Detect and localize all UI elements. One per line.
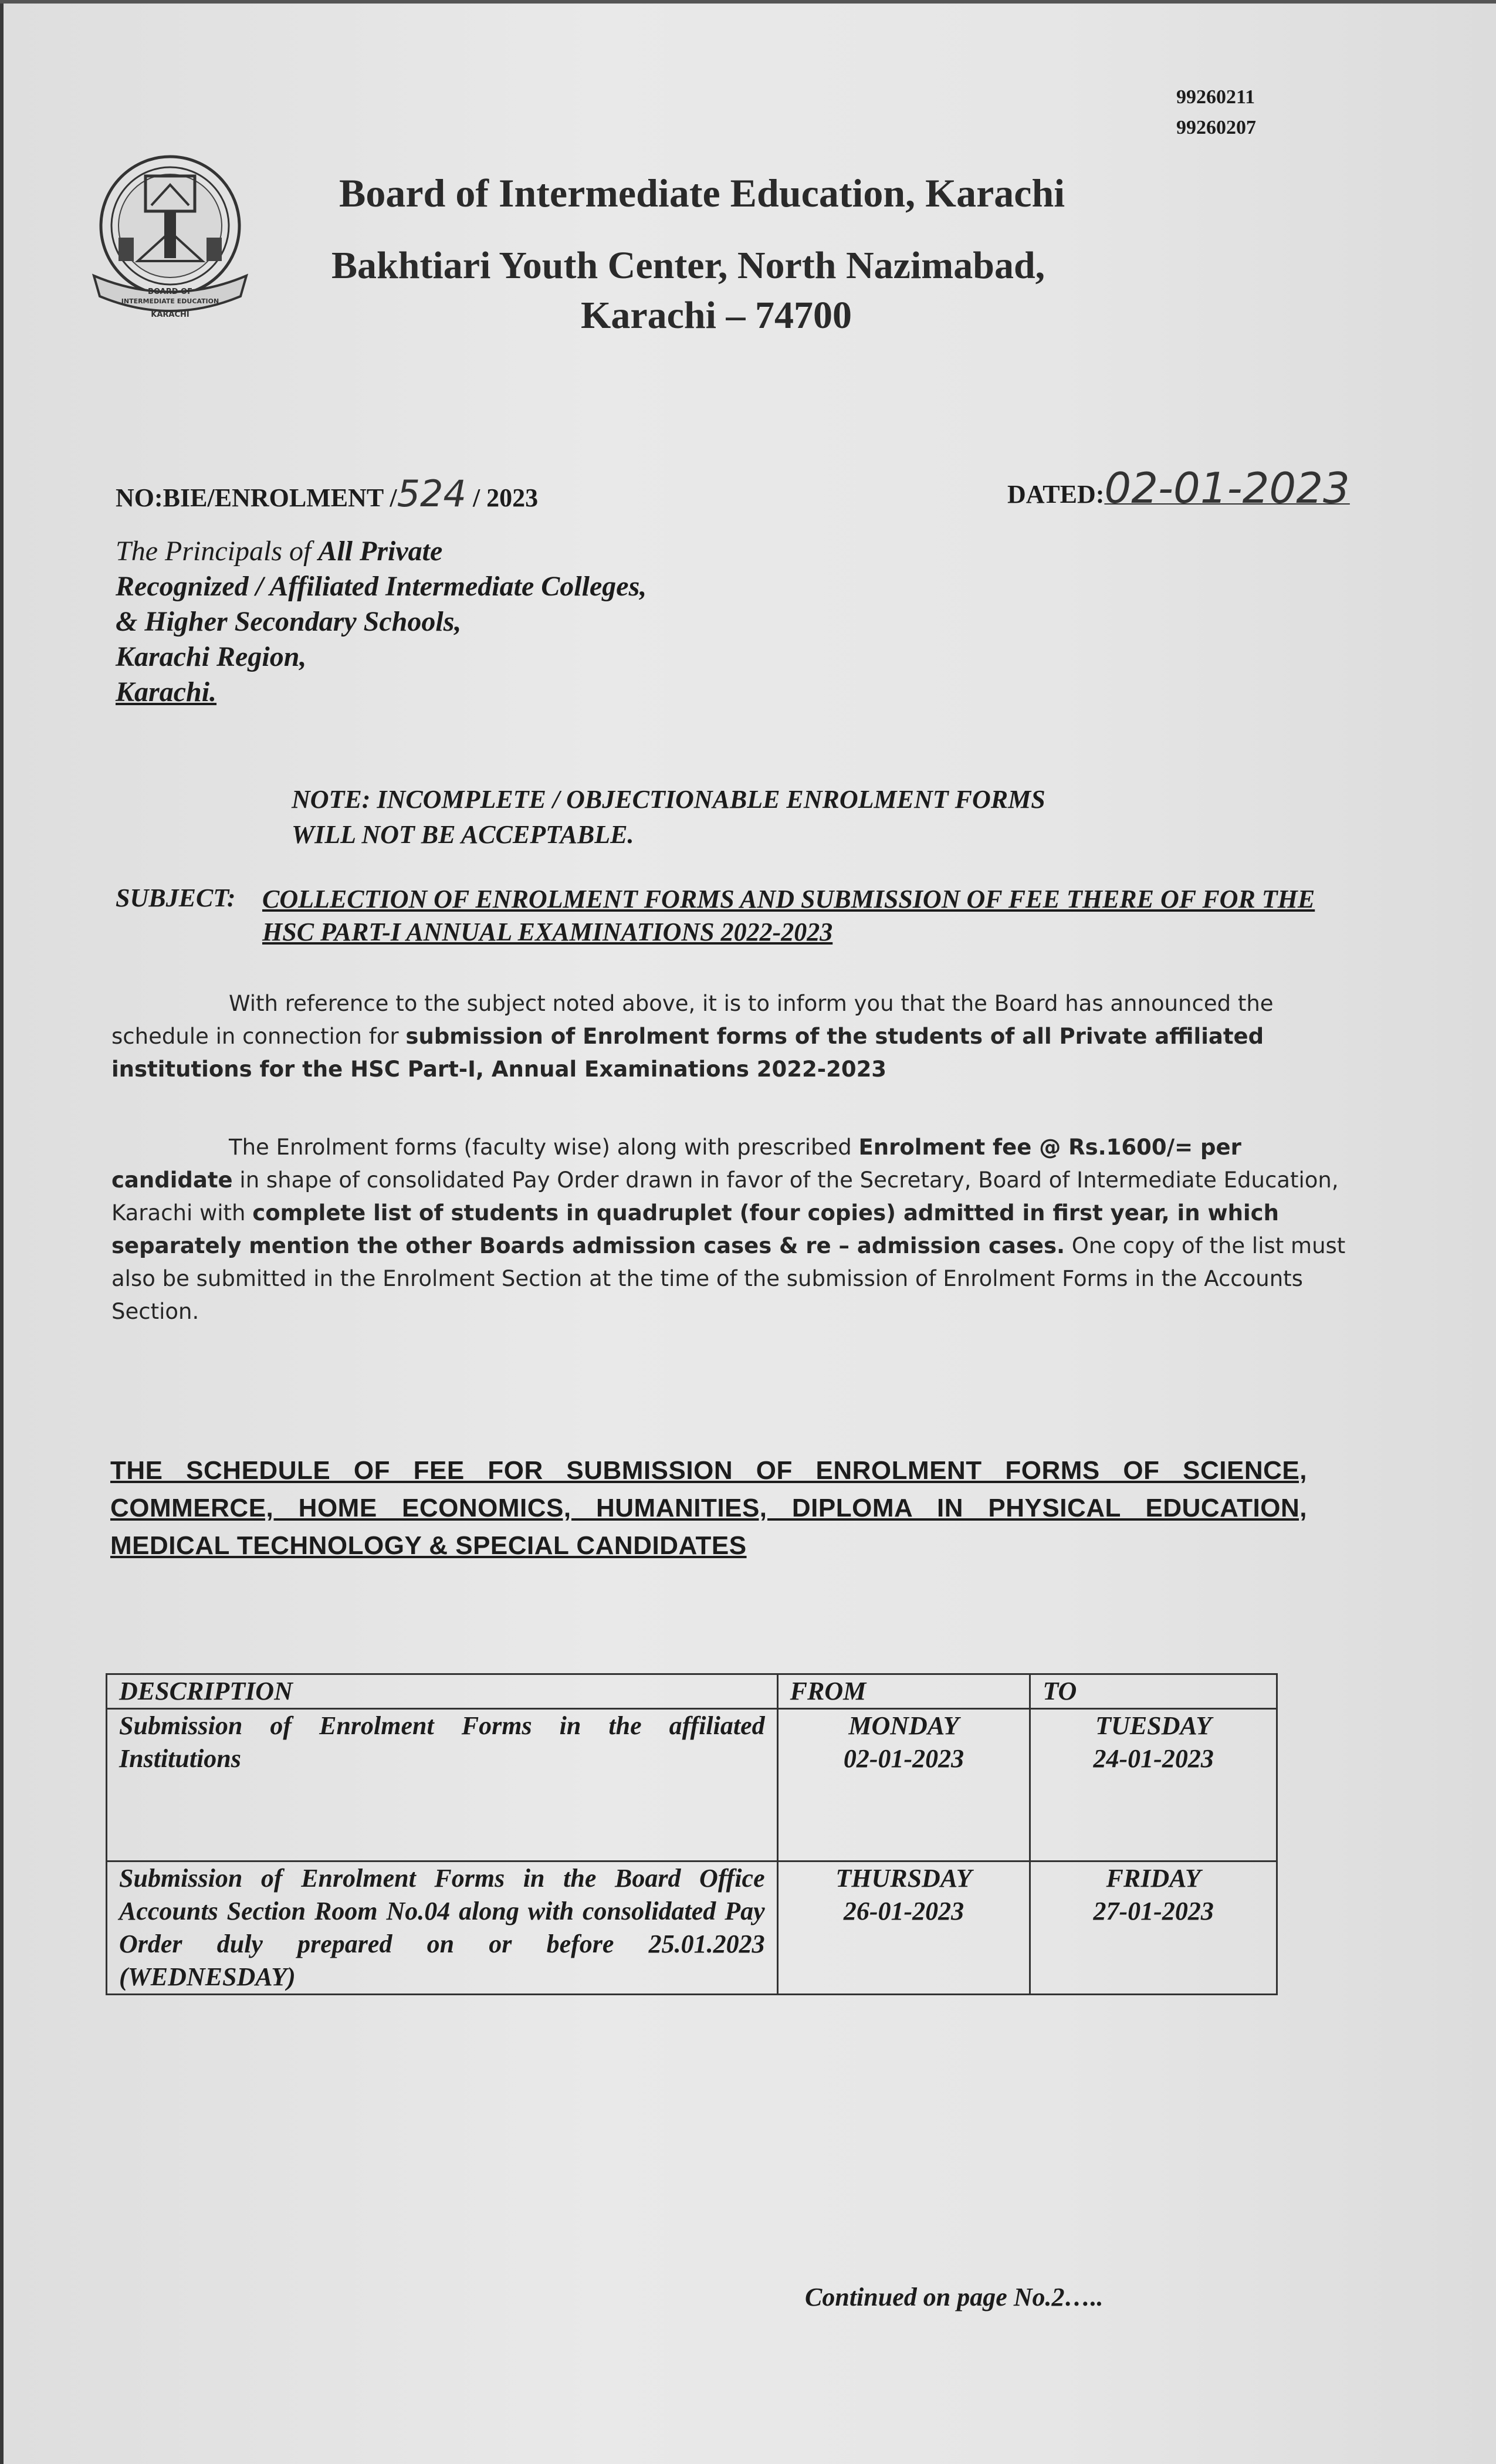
- dated-label: DATED:: [1007, 480, 1105, 509]
- board-title: Board of Intermediate Education, Karachi: [339, 171, 1065, 215]
- note-block: [292, 782, 1045, 852]
- to-day: TUESDAY: [1095, 1711, 1212, 1740]
- paragraph-text: The Enrolment forms (faculty wise) along with prescribed: [229, 1135, 859, 1160]
- paragraph-text: in shape of consolidated Pay Order drawn in favor of the Secretary, Board of Intermediate Education, Karachi with: [111, 1167, 1339, 1226]
- to-date: 24-01-2023: [1093, 1744, 1214, 1773]
- addressee-line: All Private: [318, 536, 443, 567]
- addressee-line: Karachi.: [116, 676, 217, 708]
- table-header-row: [107, 1674, 1277, 1709]
- addressee-line: The Principals of: [116, 536, 319, 567]
- svg-text:INTERMEDIATE EDUCATION: INTERMEDIATE EDUCATION: [121, 297, 219, 305]
- note-line: NOTE: INCOMPLETE / OBJECTIONABLE ENROLMENT FORMS: [292, 785, 1045, 814]
- row-to: [1030, 1709, 1277, 1861]
- phone-numbers: [1176, 82, 1256, 143]
- from-day: THURSDAY: [835, 1864, 972, 1893]
- handwritten-date: 02-01-2023: [1104, 463, 1350, 513]
- scan-left-edge: [0, 0, 4, 2464]
- schedule-table: [106, 1673, 1278, 1995]
- paragraph-text-bold: complete list of students in quadruplet (four copies) admitted in first year, in which separately mention the other Boards admission cases & re – admission cases.: [111, 1200, 1279, 1258]
- svg-text:BOARD OF: BOARD OF: [148, 287, 192, 296]
- reference-prefix: NO:BIE/ENROLMENT /: [116, 483, 397, 512]
- address-line-1: Bakhtiari Youth Center, North Nazimabad,: [331, 244, 1045, 287]
- column-header-to: TO: [1030, 1674, 1277, 1709]
- phone-number: 99260207: [1176, 117, 1256, 138]
- from-date: 26-01-2023: [843, 1897, 964, 1925]
- addressee-block: [116, 534, 647, 710]
- date-line: [1007, 463, 1350, 513]
- address-line-2: Karachi – 74700: [581, 294, 852, 337]
- handwritten-reference-number: 524: [397, 472, 466, 515]
- to-day: FRIDAY: [1106, 1864, 1201, 1893]
- row-description: Submission of Enrolment Forms in the Board Office Accounts Section Room No.04 along with consolidated Pay Order duly prepared on or before 25.01.2023 (WEDNESDAY): [107, 1861, 778, 1995]
- addressee-line: Karachi Region,: [116, 641, 307, 672]
- paragraph-text-bold: Enrolment fee @ Rs.1600/= per candidate: [111, 1135, 1241, 1193]
- table-row: [107, 1709, 1277, 1861]
- board-logo-seal: [82, 150, 264, 331]
- reference-number: [116, 472, 538, 515]
- column-header-from: FROM: [777, 1674, 1030, 1709]
- scan-top-edge: [0, 0, 1496, 4]
- row-from: [777, 1861, 1030, 1995]
- reference-suffix: / 2023: [466, 483, 539, 512]
- to-date: 27-01-2023: [1093, 1897, 1214, 1925]
- table-row: [107, 1861, 1277, 1995]
- continued-note: Continued on page No.2…..: [805, 2283, 1104, 2311]
- paragraph-text-bold: submission of Enrolment forms of the students of all Private affiliated institutions for the HSC Part-I, Annual Examinations 2022-2023: [111, 1024, 1264, 1082]
- paragraph-2: [111, 1131, 1355, 1328]
- paragraph-text: With reference to the subject noted above, it is to inform you that the Board has announced the schedule in connection for: [111, 991, 1274, 1049]
- svg-text:KARACHI: KARACHI: [151, 310, 189, 319]
- paragraph-text: One copy of the list must also be submitted in the Enrolment Section at the time of the submission of Enrolment Forms in the Accounts Section.: [111, 1233, 1346, 1324]
- from-date: 02-01-2023: [843, 1744, 964, 1773]
- column-header-description: DESCRIPTION: [107, 1674, 778, 1709]
- row-from: [777, 1709, 1030, 1861]
- addressee-line: & Higher Secondary Schools,: [116, 606, 462, 637]
- paragraph-1: [111, 987, 1355, 1086]
- note-line: WILL NOT BE ACCEPTABLE.: [292, 820, 634, 849]
- subject-label: SUBJECT:: [116, 884, 236, 912]
- from-day: MONDAY: [848, 1711, 959, 1740]
- row-description: Submission of Enrolment Forms in the affiliated Institutions: [107, 1709, 778, 1861]
- schedule-heading: THE SCHEDULE OF FEE FOR SUBMISSION OF ENROLMENT FORMS OF SCIENCE, COMMERCE, HOME ECONOMICS, HUMANITIES, DIPLOMA IN PHYSICAL EDUCATION, MEDICAL TECHNOLOGY & SPECIAL CANDIDATES: [110, 1456, 1307, 1560]
- addressee-line: Recognized / Affiliated Intermediate Colleges,: [116, 571, 647, 602]
- subject-text: COLLECTION OF ENROLMENT FORMS AND SUBMISSION OF FEE THERE OF FOR THE HSC PART-I ANNUAL EXAMINATIONS 2022-2023: [262, 885, 1315, 946]
- row-to: [1030, 1861, 1277, 1995]
- phone-number: 99260211: [1176, 86, 1255, 108]
